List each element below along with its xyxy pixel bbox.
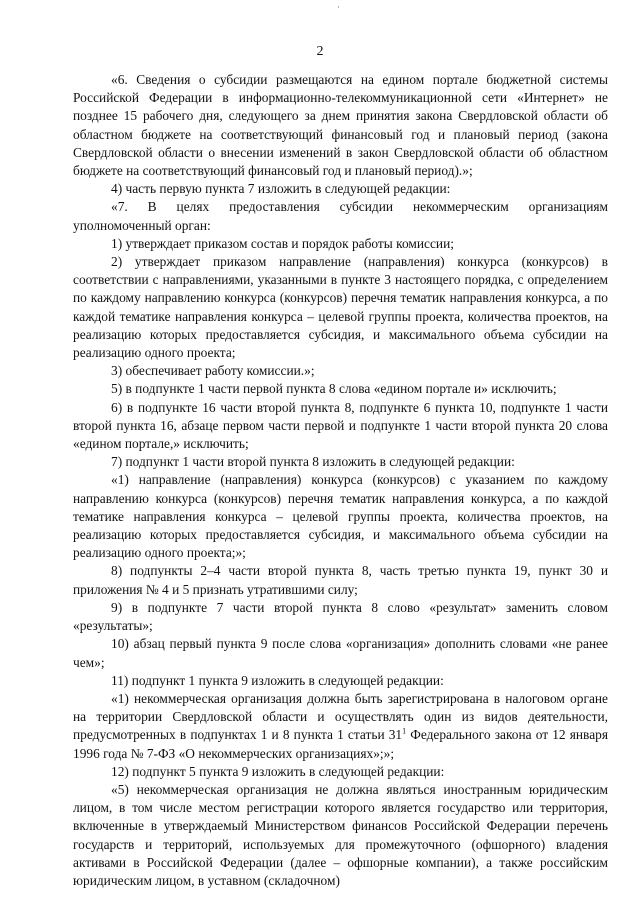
superscript: 1 [402, 726, 407, 736]
paragraph-item-6-subsidy-info: «6. Сведения о субсидии размещаются на едином портале бюджетной системы Российской Федерации в информационно-телекоммуникационной сети «Интернет» не позднее 15 рабочего дня, следующего за днем принятия закона Свердловской области об областном бюджете на соответствующий финансовый год и плановый период (закона Свердловской области о внесении изменений в закон Свердловской области об областном бюджете на соответствующий финансовый год и плановый период).»; [73, 72, 608, 179]
paragraph-amendment-8: 8) подпункты 2–4 части второй пункта 8, часть третью пункта 19, пункт 30 и приложения № 4 и 5 признать утратившими силу; [73, 563, 608, 597]
paragraph-amendment-11: 11) подпункт 1 пункта 9 изложить в следующей редакции: [111, 672, 444, 688]
paragraph-text-part: «1) некоммерческая организация должна быть зарегистрирована в налоговом органе на территории Свердловской области и осуществлять один из видов деятельности, предусмотренных в подпунктах 1 и 8 пункта 1 статьи 31 [73, 690, 608, 743]
paragraph-item-9-sub-5: «5) некоммерческая организация не должна являться иностранным юридическим лицом, в том числе местом регистрации которого является государство или территория, включенные в утверждаемый Министерством финансов Российской Федерации перечень государств и территорий, используемых для промежуточного (офшорного) владения активами в Российской Федерации (далее – офшорные компании), а также российским юридическим лицом, в уставном (складочном) [73, 781, 608, 888]
paragraph-item-7-sub-1: 1) утверждает приказом состав и порядок работы комиссии; [111, 235, 454, 251]
paragraph-amendment-7: 7) подпункт 1 части второй пункта 8 изложить в следующей редакции: [111, 454, 515, 470]
paragraph-amendment-12: 12) подпункт 5 пункта 9 изложить в следующей редакции: [111, 763, 445, 779]
document-body [73, 71, 608, 890]
paragraph-amendment-9: 9) в подпункте 7 части второй пункта 8 слово «результат» заменить словом «результаты»; [73, 599, 608, 634]
paragraph-text-part: Федерального закона от 12 января 1996 года № 7-ФЗ «О некоммерческих организациях»;»; [73, 727, 608, 761]
page-number: 2 [316, 44, 324, 59]
paragraph-item-7-sub-2: 2) утверждает приказом направление (направления) конкурса (конкурсов) в соответствии с направлениями, указанными в пункте 3 настоящего порядка, с определением по каждому направлению конкурса (конкурсов) перечня тематик направления конкурса, а по каждой тематике направления конкурса – целевой группы проекта, количества проектов, на реализацию которых предоставляется субсидия, и максимального объема субсидии на реализацию одного проекта; [73, 254, 608, 361]
paragraph-amendment-6: 6) в подпункте 16 части второй пункта 8, подпункте 6 пункта 10, подпункте 1 части второй пункта 16, абзаце первом части первой и подпункте 1 части второй пункта 20 слова «едином портале,» исключить; [73, 399, 608, 452]
paragraph-amendment-10: 10) абзац первый пункта 9 после слова «организация» дополнить словами «не ранее чем»; [73, 636, 608, 670]
paragraph-item-8-sub-1: «1) направление (направления) конкурса (конкурсов) с указанием по каждому направлению конкурса (конкурсов) перечня тематик направления конкурса, а по каждой тематике направления конкурса – целевой группы проекта, количества проектов, на реализацию которых предоставляется субсидия, и максимального объема субсидии на реализацию одного проекта;»; [73, 472, 608, 561]
paragraph-amendment-4: 4) часть первую пункта 7 изложить в следующей редакции: [111, 181, 451, 197]
paragraph-item-7: «7. В целях предоставления субсидии некоммерческим организациям уполномоченный орган: [73, 199, 608, 233]
paragraph-amendment-5: 5) в подпункте 1 части первой пункта 8 слова «едином портале и» исключить; [111, 381, 557, 397]
paragraph-item-9-sub-1 [73, 690, 608, 763]
paragraph-item-7-sub-3: 3) обеспечивает работу комиссии.»; [111, 363, 315, 379]
scan-mark: · [337, 2, 340, 12]
